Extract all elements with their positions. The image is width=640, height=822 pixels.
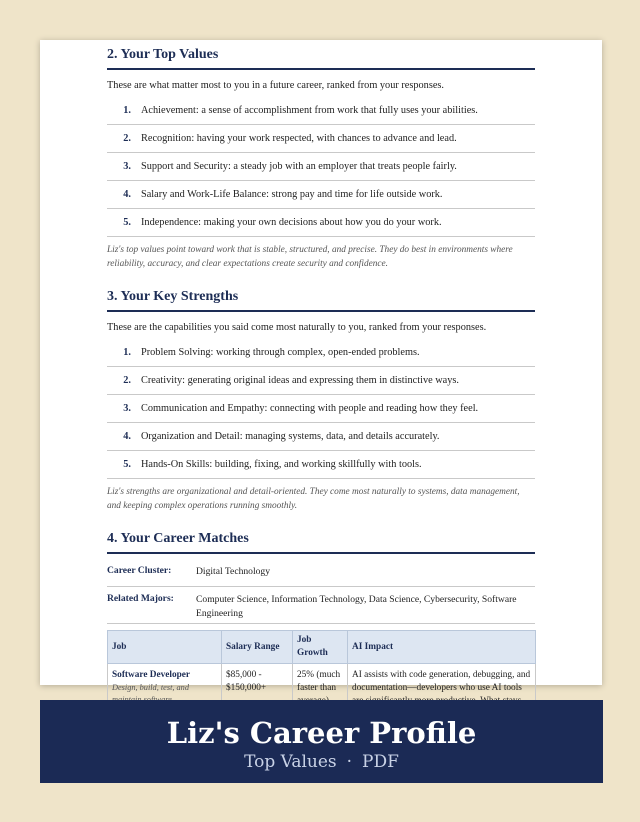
banner-subtitle-section: Top Values [244,752,337,772]
strengths-list [107,339,535,479]
list-item [107,153,535,181]
banner-title: Liz's Career Profile [166,716,477,750]
column-header-salary: Salary Range [222,631,293,664]
list-item [107,125,535,153]
rank-text: Achievement: a sense of accomplishment from work that fully uses your abilities. [141,105,478,116]
salary-cell: $85,000 - $150,000+ [222,664,293,714]
rank-text: Support and Security: a steady job with an employer that treats people fairly. [141,161,457,172]
banner-subtitle [40,752,603,772]
rank-number: 1. [123,347,131,358]
column-header-growth: Job Growth [293,631,348,664]
rank-text: Recognition: having your work respected, with chances to advance and lead. [141,133,457,144]
rank-number: 2. [123,133,131,144]
growth-cell: 25% (much faster than [293,664,348,714]
list-item [107,181,535,209]
list-item [107,209,535,237]
rank-number: 1. [123,105,131,116]
page-content [107,40,535,714]
values-intro: These are what matter most to you in a future career, ranked from your responses. [107,80,444,91]
job-description: Design, build, test, and [112,683,189,692]
rank-number: 5. [123,217,131,228]
rank-number: 4. [123,189,131,200]
ai-impact-cell: AI assists with code generation, debugging, and documentation—developers who use AI tools [348,664,536,714]
banner-subtitle-format: PDF [362,752,399,772]
list-item [107,395,535,423]
rank-number: 2. [123,375,131,386]
list-item [107,423,535,451]
title-banner [40,700,603,783]
related-majors-value: Computer Science, Information Technology, Data Science, Cybersecurity, Software Engineering [196,594,517,619]
values-heading: 2. Your Top Values [107,47,535,70]
rank-number: 4. [123,431,131,442]
related-majors-label: Related Majors: [107,593,174,604]
rank-number: 3. [123,403,131,414]
rank-text: Organization and Detail: managing systems, data, and details accurately. [141,431,440,442]
rank-number: 5. [123,459,131,470]
career-cluster-row [107,563,535,587]
strengths-intro: These are the capabilities you said come most naturally to you, ranked from your responses. [107,322,487,333]
column-header-job: Job [108,631,222,664]
rank-text: Problem Solving: working through complex, open-ended problems. [141,347,420,358]
rank-text: Hands-On Skills: building, fixing, and working skillfully with tools. [141,459,422,470]
rank-text: Independence: making your own decisions about how you do your work. [141,217,442,228]
related-majors-row [107,587,535,624]
rank-text: Creativity: generating original ideas and expressing them in distinctive ways. [141,375,459,386]
strengths-summary: Liz's strengths are organizational and detail-oriented. They come most naturally to systems, data management, and keeping complex operations running smoothly. [107,487,520,511]
strengths-heading: 3. Your Key Strengths [107,289,535,312]
careers-heading: 4. Your Career Matches [107,531,535,554]
table-header-row [108,631,536,664]
career-cluster-value: Digital Technology [196,566,271,577]
document-page [40,40,602,693]
rank-text: Communication and Empathy: connecting with people and reading how they feel. [141,403,479,414]
list-item [107,367,535,395]
values-list [107,97,535,237]
rank-text: Salary and Work-Life Balance: strong pay and time for life outside work. [141,189,443,200]
column-header-ai-impact: AI Impact [348,631,536,664]
list-item [107,339,535,367]
list-item [107,97,535,125]
list-item [107,451,535,479]
job-title: Software Developer [112,670,191,680]
banner-separator: · [346,752,353,772]
values-summary: Liz's top values point toward work that is stable, structured, and precise. They do best in environments where reliability, accuracy, and clear expectations create security and confidence. [107,245,513,269]
rank-number: 3. [123,161,131,172]
career-cluster-label: Career Cluster: [107,565,172,576]
